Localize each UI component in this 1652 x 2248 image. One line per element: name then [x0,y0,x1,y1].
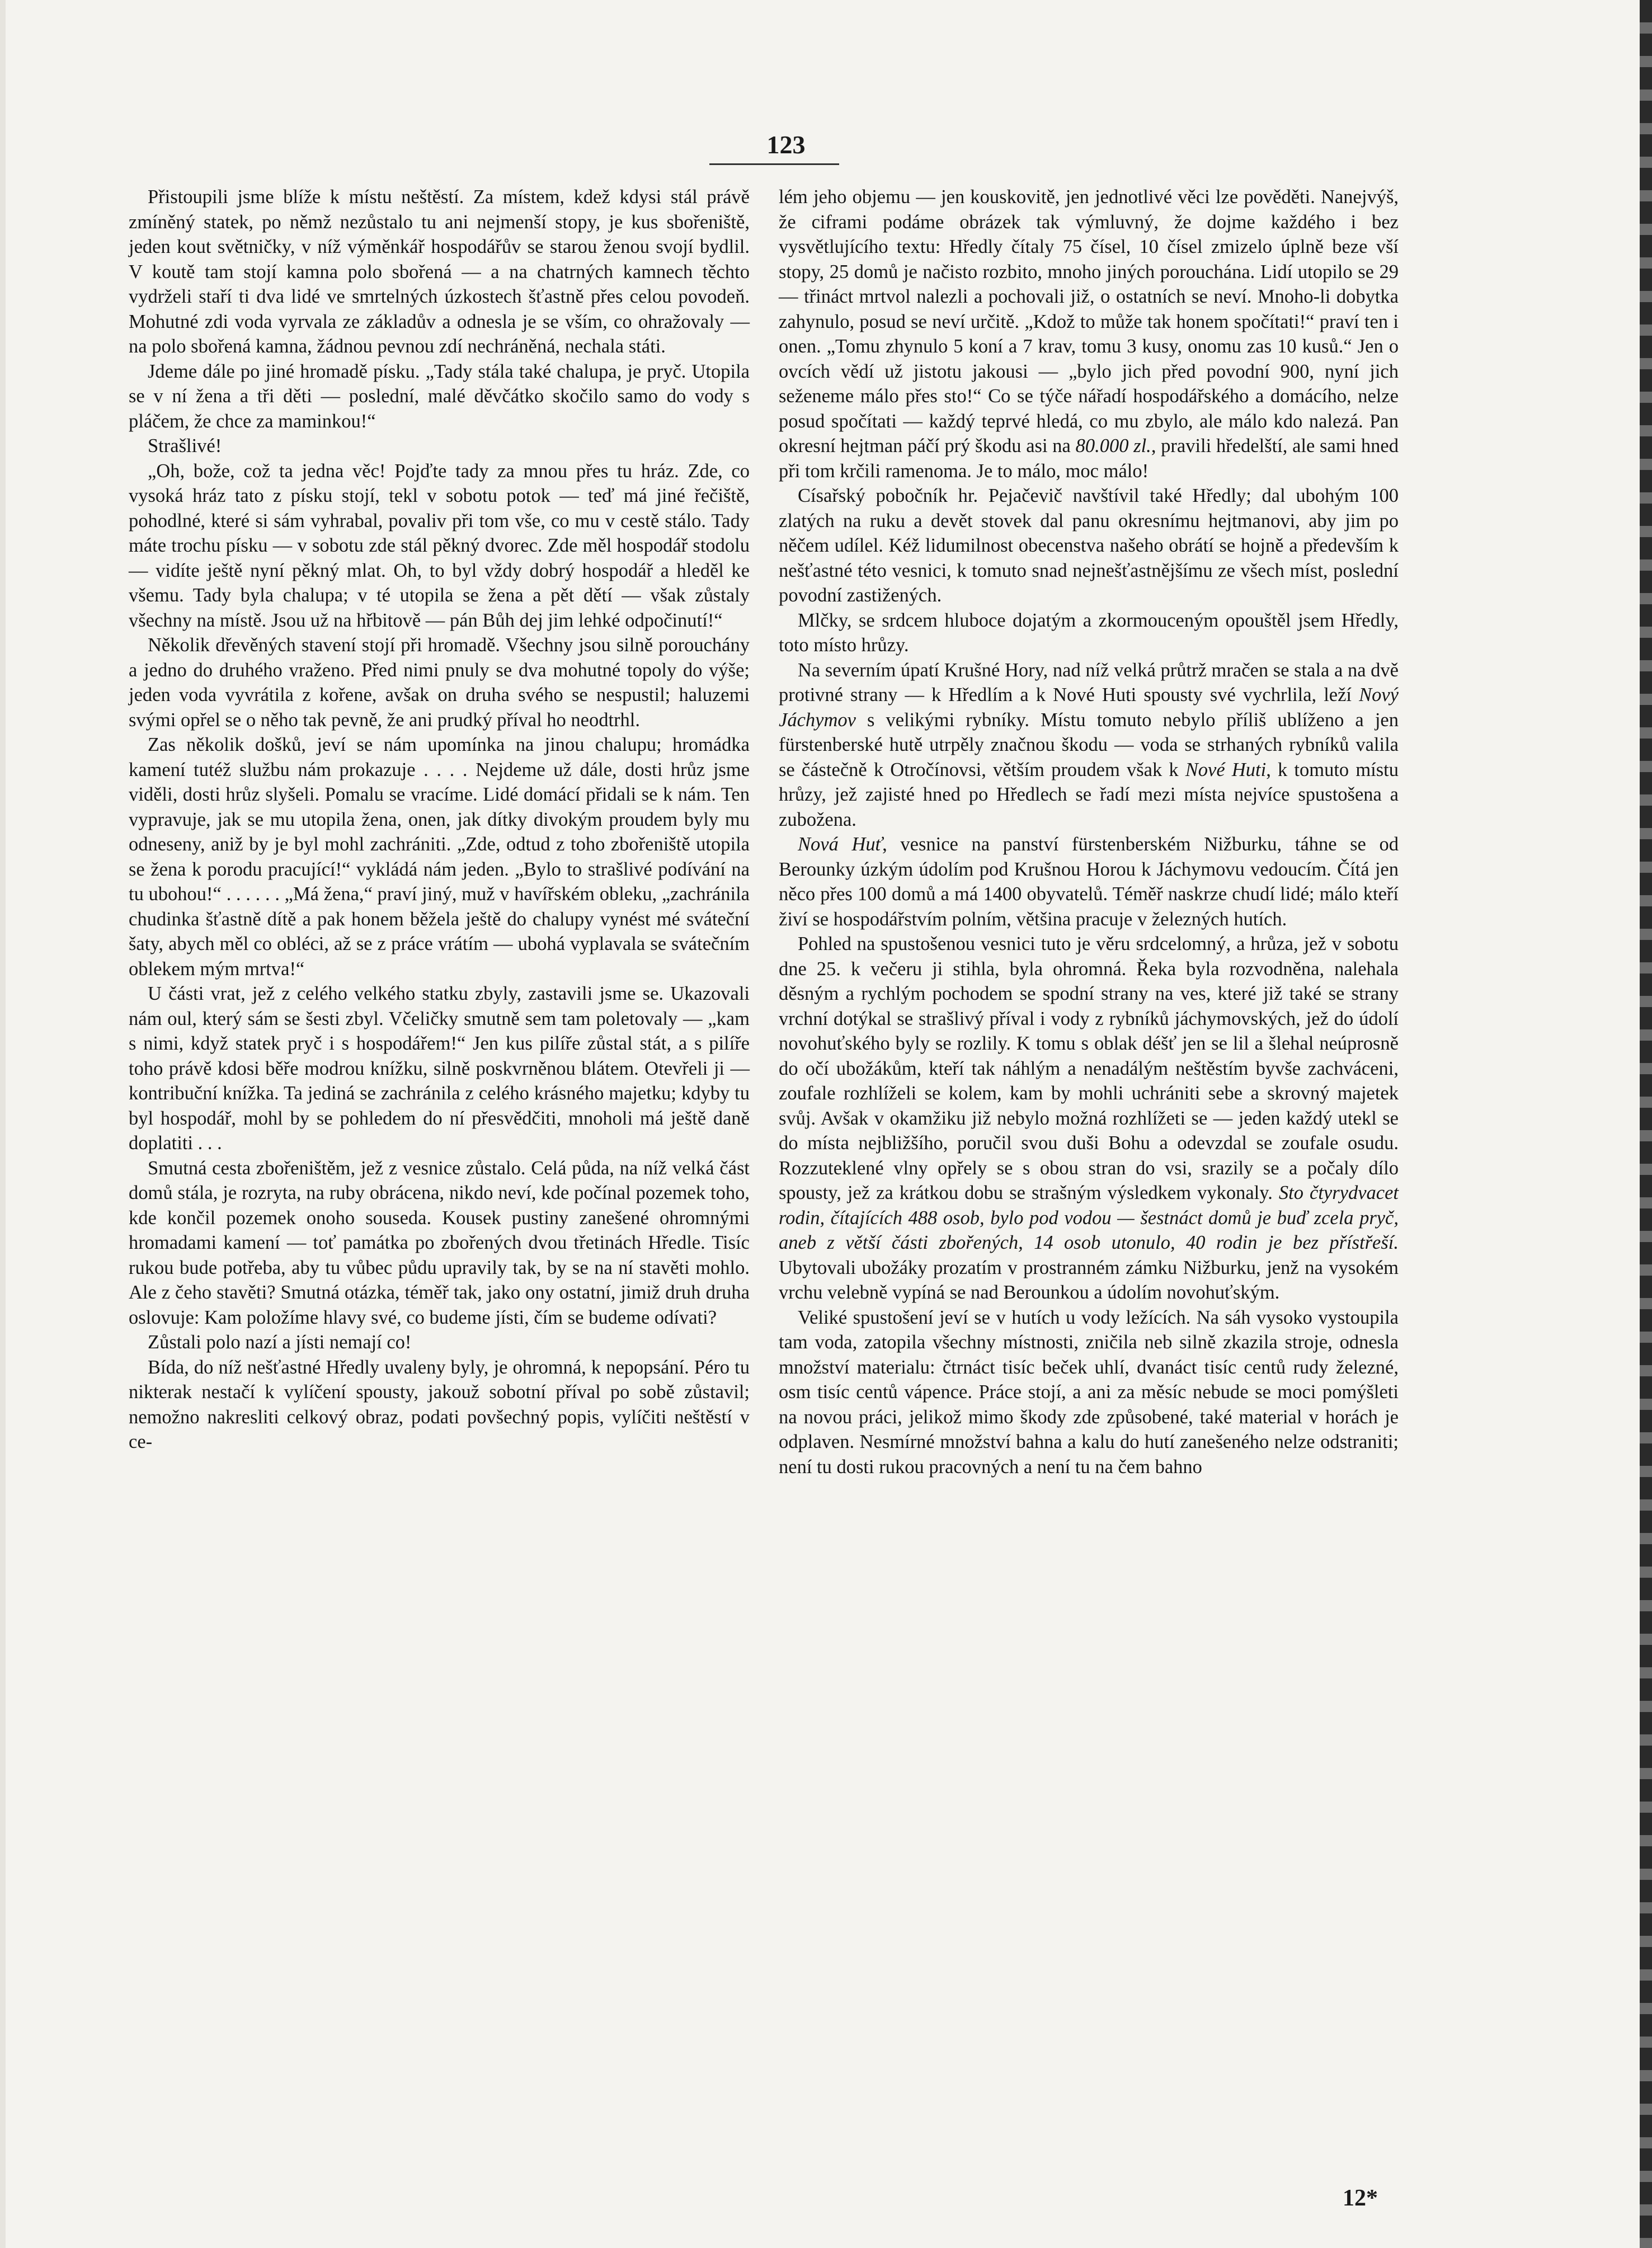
right-column [779,185,1399,1479]
paragraph [779,658,1399,833]
paragraph: Strašlivé! [148,435,222,457]
amount-italic: 80.000 zl. [1075,435,1151,457]
paragraph [779,932,1399,1305]
place-name-italic: Nové Huti [1185,759,1267,780]
paragraph: Císařský pobočník hr. Pejačevič navštívil také Hředly; dal ubohým 100 zlatých na ruku a devět stovek dal panu okresnímu hejtmanovi, aby jim po něčem udílel. Kéž lidumilnost obecenstva našeho obrátí se hojně a především k nešťastné této vesnici, k tomuto snad nejnešťastnějšímu ze všech míst, poslední povodní zastižených. [779,485,1399,606]
casualty-summary-italic: Sto čtyrydvacet rodin, čítajících 488 osob, bylo pod vodou — šestnáct domů je buď zcela pryč, aneb z větší části zbořených, 14 osob utonulo, 40 rodin je bez přístřeší. [779,1182,1399,1253]
paragraph: Několik dřevěných stavení stojí při hromadě. Všechny jsou silně porouchány a jedno do druhého vraženo. Před nimi pnuly se dva mohutné topoly do výše; jeden voda vyvrátila z kořene, avšak on druha svého se nespustil; haluzemi svými opřel se o něho tak pevně, že ani prudký příval ho neodtrhl. [129,634,750,731]
paragraph: U části vrat, jež z celého velkého statku zbyly, zastavili jsme se. Ukazovali nám oul, který sám se šesti zbyl. Včeličky smutně sem tam poletovaly — „kam s nimi, když statek pryč i s hospodářem!“ Jen kus pilíře zůstal stát, a s pilíře toho právě kdosi běře modrou knížku, silně poskvrněnou blátem. Otevřeli ji — kontribuční knížka. Ta jediná se zachránila z celého krásného majetku; kdyby tu byl hospodář, mohl by se pohledem do ní přesvědčiti, mnoholi má ještě daně doplatiti . . . [129,983,750,1154]
printer-signature-mark: 12* [1343,2185,1378,2211]
text-run: Na severním úpatí Krušné Hory, nad níž velká průtrž mračen se stala a na dvě protivné strany — k Hředlím a k Nové Huti spousty své vychrlila, leží [779,659,1399,706]
text-run: , vesnice na panství fürstenberském Nižburku, táhne se od Berounky úzkým údolím pod Krušnou Horou k Jáchymovu vedoucím. Čítá jen něco přes 100 domů a má 1400 obyvatelů. Téměř naskrze chudí lidé; málo kteří živí se hospodářstvím polním, většina pracuje v železných hutích. [779,834,1399,930]
text-run: , pravili hředelští, ale sami hned při tom krčili ramenoma. Je to málo, moc málo! [779,435,1399,482]
place-name-italic: Nový Jáchymov [779,684,1399,731]
paragraph [779,185,1399,483]
scan-left-edge [0,0,6,2248]
scan-right-edge [1640,0,1652,2248]
text-run: s velikými rybníky. Místu tomuto nebylo příliš ublíženo a jen fürstenberské hutě utrpěly značnou škodu — voda se strhaných rybníků valila se částečně k Otročínovsi, větším proudem však k [779,709,1399,780]
paragraph: Smutná cesta zbořeništěm, jež z vesnice zůstalo. Celá půda, na níž velká část domů stála, je rozryta, na ruby obrácena, nikdo neví, kde počínal pozemek toho, kde končil pozemek onoho souseda. Kousek pustiny zanešené ohromnými hromadami kamení — toť památka po zbořených dvou třetinách Hředle. Tisíc rukou bude potřeba, aby tu vůbec půdu upravily tak, by se na ní stavěti mohlo. Ale z čeho stavěti? Smutná otázka, téměř tak, jako ony ostatní, jimiž druh druha oslovuje: Kam položíme hlavy své, co budeme jísti, čím se budeme odívati? [129,1157,750,1328]
place-name-italic: Nová Huť [798,834,883,855]
left-column [129,185,750,1455]
text-run: Ubytovali ubožáky prozatím v prostranném zámku Nižburku, jenž na vysokém vrchu velebně vypíná se nad Berounkou a údolím novohuťským. [779,1257,1399,1303]
paragraph: „Oh, bože, což ta jedna věc! Pojďte tady za mnou přes tu hráz. Zde, co vysoká hráz tato z písku stojí, tekl v sobotu potok — teď má jiné řečiště, pohodlné, které si sám vyhrabal, povaliv při tom vše, co mu v cestě stálo. Tady máte trochu písku — v sobotu zde stál pěkný dvorec. Zde měl hospodář stodolu — vidíte ještě nyní pěkný mlat. Oh, to byl vždy dobrý hospodář a hleděl ke všemu. Tady byla chalupa; v té utopila se žena a pět dětí — však zůstaly všechny na místě. Jsou už na hřbitově — pán Bůh dej jim lehké odpočinutí!“ [129,460,750,631]
page-number-rule [709,163,839,165]
text-run: lém jeho objemu — jen kouskovitě, jen jednotlivé věci lze pověděti. Nanejvýš, že ciframi podáme obrázek tak výmluvný, že dojme každého i bez vysvětlujícího textu: Hředly čítaly 75 čísel, 10 čísel zmizelo úplně beze vší stopy, 25 domů je načisto rozbito, mnoho jiných porouchána. Lidí utopilo se 29 — třináct mrtvol nalezli a pochovali již, o ostatních se neví. Mnoho-li dobytka zahynulo, posud se neví určitě. „Kdož to může tak honem spočítati!“ praví ten i onen. „Tomu zhynulo 5 koní a 7 krav, tomu 3 kusy, onomu zas 10 kusů.“ Jen o ovcích vědí už jistotu jakousi — „bylo jich před povodní 900, nyní jich seženeme málo přes sto!“ Co se týče nářadí hospodářského a domácího, nelze posud spočítati — každý teprvé hledá, co mu zbylo, ale málo kdo nalezá. Pan okresní hejtman páčí prý škodu asi na [779,186,1399,457]
paragraph: Zůstali polo nazí a jísti nemají co! [148,1332,412,1353]
paragraph [779,832,1399,932]
page-number: 123 [766,130,806,159]
paragraph: Mlčky, se srdcem hluboce dojatým a zkormouceným opouštěl jsem Hředly, toto místo hrůzy. [779,609,1399,656]
text-run: Pohled na spustošenou vesnici tuto je věru srdcelomný, a hrůza, jež v sobotu dne 25. k večeru ji stihla, byla ohromná. Řeka byla rozvodněna, nalehala děsným a rychlým pochodem se spodní strany na ves, které již také se strany vrchní dotýkal se strašlivý příval i vody z rybníků jáchymovských, jež do údolí novohuťského byly se rozlily. K tomu s oblak déšť jen se lil a šlehal neúprosně do očí ubožákům, kteří tak náhlým a nenadálým neštěstím byvše zachváceni, zoufale rozhlíželi se kolem, kam by mohli uchrániti sebe a skrovný majetek svůj. Avšak v okamžiku již nebylo možná rozhlížeti se — jeden každý utekl se do místa nejbližšího, poručil svou duši Bohu a odevzdal se zoufale osudu. Rozzuteklené vlny opřely se s obou stran do vsi, srazily se a počaly dílo spousty, jež za krátkou dobu se strašným výsledkem vykonaly. [779,933,1399,1203]
paragraph: Přistoupili jsme blíže k místu neštěstí. Za místem, kdež kdysi stál právě zmíněný statek, po němž nezůstalo tu ani nejmenší stopy, je kus sbořeniště, jeden kout světničky, v níž výměnkář hospodářův se starou ženou svojí bydlil. V koutě tam stojí kamna polo sbořená — a na chatrných kamnech těchto vydrželi staří ti dva lidé ve smrtelných úzkostech šťastně přes celou povodeň. Mohutné zdi voda vyrvala ze základův a odnesla je se vším, co ohražovaly — na polo sbořená kamna, žádnou pevnou zdí nechráněná, nechala státi. [129,186,750,357]
paragraph: Bída, do níž nešťastné Hředly uvaleny byly, je ohromná, k nepopsání. Péro tu nikterak nestačí k vylíčení spousty, jakouž sobotní příval po sobě zůstavil; nemožno nakresliti celkový obraz, podati povšechný popis, vylíčiti neštěstí v ce- [129,1356,750,1452]
paragraph: Zas několik došků, jeví se nám upomínka na jinou chalupu; hromádka kamení tutéž službu nám prokazuje . . . . Nejdeme už dále, dosti hrůz jsme viděli, dosti hrůz slyšeli. Pomalu se vracíme. Lidé domácí přidali se k nám. Ten vypravuje, jak se mu utopila žena, onen, jak dítky divokým proudem byly mu odneseny, aniž by je byl mohl zachrániti. „Zde, odtud z toho zbořeniště utopila se žena k porodu pracující!“ vykládá nám jeden. „Bylo to strašlivé podívání na tu ubohou!“ . . . . . . „Má žena,“ praví jiný, muž v havířském obleku, „zachránila chudinka šťastně dítě a pak honem běžela ještě do chalupy vynést mé sváteční šaty, abych měl co obléci, až se z práce vrátím — ubohá vyplavala se svátečním oblekem mým mrtva!“ [129,734,750,980]
paragraph: Jdeme dále po jiné hromadě písku. „Tady stála také chalupa, je pryč. Utopila se v ní žena a tři děti — poslední, malé děvčátko skočilo samo do vody s pláčem, že chce za maminkou!“ [129,360,750,432]
text-run: , k tomuto místu hrůzy, jež zajisté hned po Hředlech se řadí mezi místa nejvíce spustošena a zubožena. [779,759,1399,830]
paragraph: Veliké spustošení jeví se v hutích u vody ležících. Na sáh vysoko vystoupila tam voda, zatopila všechny místnosti, zničila neb silně zkazila stroje, odnesla množství materialu: čtrnáct tisíc beček uhlí, dvanáct tisíc centů rudy železné, osm tisíc centů vápence. Práce stojí, a ani za měsíc nebude se moci pomýšleti na novou práci, jelikož mimo škody zde způsobené, také material v horách je odplaven. Nesmírné množství bahna a kalu do hutí zanešeného nelze odstraniti; není tu dosti rukou pracovných a není tu na čem bahno [779,1306,1399,1478]
